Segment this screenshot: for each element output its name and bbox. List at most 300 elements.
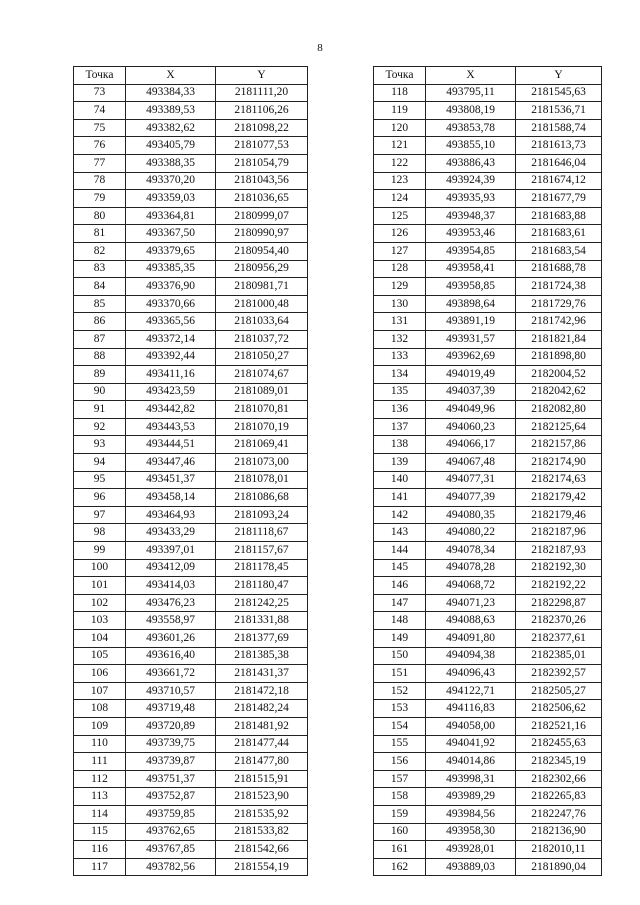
- table-row: [74, 260, 308, 278]
- point-number-cell: 142: [374, 506, 426, 524]
- point-number-cell: 108: [74, 700, 126, 718]
- x-coordinate-cell: 493372,14: [126, 330, 216, 348]
- x-coordinate-cell: 493767,85: [126, 841, 216, 859]
- x-coordinate-cell: 493389,53: [126, 102, 216, 120]
- table-row: [374, 418, 602, 436]
- table-row: [374, 313, 602, 331]
- point-number-cell: 153: [374, 700, 426, 718]
- point-number-cell: 78: [74, 172, 126, 190]
- x-coordinate-cell: 493719,48: [126, 700, 216, 718]
- point-number-cell: 133: [374, 348, 426, 366]
- table-row: [74, 700, 308, 718]
- table-row: [374, 735, 602, 753]
- x-coordinate-cell: 493379,65: [126, 242, 216, 260]
- table-row: [374, 471, 602, 489]
- x-coordinate-cell: 493370,20: [126, 172, 216, 190]
- table-row: [374, 348, 602, 366]
- y-coordinate-cell: 2181890,04: [516, 858, 602, 876]
- x-coordinate-cell: 494116,83: [426, 700, 516, 718]
- y-coordinate-cell: 2182004,52: [516, 366, 602, 384]
- x-coordinate-cell: 494080,35: [426, 506, 516, 524]
- y-coordinate-cell: 2181118,67: [216, 524, 308, 542]
- point-number-cell: 84: [74, 278, 126, 296]
- y-coordinate-cell: 2181898,80: [516, 348, 602, 366]
- point-number-cell: 123: [374, 172, 426, 190]
- point-number-cell: 129: [374, 278, 426, 296]
- point-number-cell: 102: [74, 594, 126, 612]
- point-number-cell: 103: [74, 612, 126, 630]
- point-number-cell: 83: [74, 260, 126, 278]
- table-row: [374, 172, 602, 190]
- x-coordinate-cell: 493458,14: [126, 489, 216, 507]
- point-number-cell: 112: [74, 770, 126, 788]
- point-number-cell: 134: [374, 366, 426, 384]
- point-number-cell: 80: [74, 207, 126, 225]
- table-row: [74, 577, 308, 595]
- y-coordinate-cell: 2181077,53: [216, 137, 308, 155]
- y-coordinate-cell: 2181554,19: [216, 858, 308, 876]
- y-coordinate-cell: 2182174,90: [516, 454, 602, 472]
- point-number-cell: 121: [374, 137, 426, 155]
- x-coordinate-cell: 493720,89: [126, 717, 216, 735]
- y-coordinate-cell: 2181000,48: [216, 295, 308, 313]
- table-row: [74, 278, 308, 296]
- point-number-cell: 135: [374, 383, 426, 401]
- x-coordinate-cell: 493412,09: [126, 559, 216, 577]
- y-coordinate-cell: 2182157,86: [516, 436, 602, 454]
- table-row: [74, 506, 308, 524]
- table-row: [374, 366, 602, 384]
- table-row: [374, 647, 602, 665]
- header-y: Y: [216, 67, 308, 85]
- y-coordinate-cell: 2181106,26: [216, 102, 308, 120]
- point-number-cell: 152: [374, 682, 426, 700]
- table-row: [74, 436, 308, 454]
- point-number-cell: 86: [74, 313, 126, 331]
- y-coordinate-cell: 2180956,29: [216, 260, 308, 278]
- table-row: [374, 577, 602, 595]
- point-number-cell: 81: [74, 225, 126, 243]
- point-number-cell: 109: [74, 717, 126, 735]
- point-number-cell: 158: [374, 788, 426, 806]
- table-row: [74, 401, 308, 419]
- table-row: [74, 295, 308, 313]
- x-coordinate-cell: 493411,16: [126, 366, 216, 384]
- y-coordinate-cell: 2181683,61: [516, 225, 602, 243]
- table-row: [374, 858, 602, 876]
- header-y: Y: [516, 67, 602, 85]
- point-number-cell: 143: [374, 524, 426, 542]
- y-coordinate-cell: 2181037,72: [216, 330, 308, 348]
- x-coordinate-cell: 493958,41: [426, 260, 516, 278]
- x-coordinate-cell: 494041,92: [426, 735, 516, 753]
- table-row: [74, 841, 308, 859]
- x-coordinate-cell: 493365,56: [126, 313, 216, 331]
- y-coordinate-cell: 2182082,80: [516, 401, 602, 419]
- point-number-cell: 88: [74, 348, 126, 366]
- table-row: [374, 190, 602, 208]
- point-number-cell: 125: [374, 207, 426, 225]
- y-coordinate-cell: 2182370,26: [516, 612, 602, 630]
- coordinates-table-right: [373, 66, 602, 876]
- x-coordinate-cell: 493984,56: [426, 805, 516, 823]
- y-coordinate-cell: 2181742,96: [516, 313, 602, 331]
- table-row: [374, 594, 602, 612]
- x-coordinate-cell: 493958,85: [426, 278, 516, 296]
- point-number-cell: 151: [374, 665, 426, 683]
- y-coordinate-cell: 2181482,24: [216, 700, 308, 718]
- y-coordinate-cell: 2181472,18: [216, 682, 308, 700]
- point-number-cell: 95: [74, 471, 126, 489]
- point-number-cell: 131: [374, 313, 426, 331]
- table-row: [74, 313, 308, 331]
- y-coordinate-cell: 2181533,82: [216, 823, 308, 841]
- table-row: [74, 630, 308, 648]
- y-coordinate-cell: 2181098,22: [216, 119, 308, 137]
- table-row: [74, 348, 308, 366]
- x-coordinate-cell: 494122,71: [426, 682, 516, 700]
- y-coordinate-cell: 2181535,92: [216, 805, 308, 823]
- y-coordinate-cell: 2181613,73: [516, 137, 602, 155]
- y-coordinate-cell: 2181073,00: [216, 454, 308, 472]
- table-row: [374, 84, 602, 102]
- header-point: Точка: [374, 67, 426, 85]
- y-coordinate-cell: 2181545,63: [516, 84, 602, 102]
- x-coordinate-cell: 493948,37: [426, 207, 516, 225]
- point-number-cell: 146: [374, 577, 426, 595]
- table-row: [74, 858, 308, 876]
- table-row: [74, 594, 308, 612]
- table-row: [374, 630, 602, 648]
- table-row: [74, 542, 308, 560]
- x-coordinate-cell: 493898,64: [426, 295, 516, 313]
- table-row: [374, 612, 602, 630]
- y-coordinate-cell: 2181377,69: [216, 630, 308, 648]
- table-row: [74, 612, 308, 630]
- table-body-left: [74, 84, 308, 876]
- point-number-cell: 157: [374, 770, 426, 788]
- table-row: [374, 383, 602, 401]
- table-row: [74, 454, 308, 472]
- table-row: [74, 366, 308, 384]
- table-row: [74, 682, 308, 700]
- point-number-cell: 149: [374, 630, 426, 648]
- x-coordinate-cell: 493601,26: [126, 630, 216, 648]
- table-row: [74, 119, 308, 137]
- x-coordinate-cell: 494094,38: [426, 647, 516, 665]
- point-number-cell: 118: [374, 84, 426, 102]
- point-number-cell: 117: [74, 858, 126, 876]
- x-coordinate-cell: 493382,62: [126, 119, 216, 137]
- x-coordinate-cell: 493476,23: [126, 594, 216, 612]
- table-row: [374, 330, 602, 348]
- y-coordinate-cell: 2181157,67: [216, 542, 308, 560]
- table-row: [374, 207, 602, 225]
- y-coordinate-cell: 2181086,68: [216, 489, 308, 507]
- y-coordinate-cell: 2182298,87: [516, 594, 602, 612]
- table-row: [74, 383, 308, 401]
- x-coordinate-cell: 493710,57: [126, 682, 216, 700]
- y-coordinate-cell: 2182187,93: [516, 542, 602, 560]
- x-coordinate-cell: 493739,75: [126, 735, 216, 753]
- x-coordinate-cell: 493954,85: [426, 242, 516, 260]
- y-coordinate-cell: 2182521,16: [516, 717, 602, 735]
- x-coordinate-cell: 493661,72: [126, 665, 216, 683]
- x-coordinate-cell: 493989,29: [426, 788, 516, 806]
- y-coordinate-cell: 2181677,79: [516, 190, 602, 208]
- x-coordinate-cell: 493889,03: [426, 858, 516, 876]
- y-coordinate-cell: 2181523,90: [216, 788, 308, 806]
- y-coordinate-cell: 2181178,45: [216, 559, 308, 577]
- x-coordinate-cell: 493392,44: [126, 348, 216, 366]
- point-number-cell: 155: [374, 735, 426, 753]
- y-coordinate-cell: 2181724,38: [516, 278, 602, 296]
- x-coordinate-cell: 493451,37: [126, 471, 216, 489]
- point-number-cell: 101: [74, 577, 126, 595]
- table-row: [374, 717, 602, 735]
- table-row: [374, 278, 602, 296]
- table-row: [374, 841, 602, 859]
- x-coordinate-cell: 493447,46: [126, 454, 216, 472]
- x-coordinate-cell: 493752,87: [126, 788, 216, 806]
- y-coordinate-cell: 2181588,74: [516, 119, 602, 137]
- x-coordinate-cell: 494071,23: [426, 594, 516, 612]
- y-coordinate-cell: 2181033,64: [216, 313, 308, 331]
- point-number-cell: 104: [74, 630, 126, 648]
- y-coordinate-cell: 2181070,19: [216, 418, 308, 436]
- x-coordinate-cell: 493433,29: [126, 524, 216, 542]
- x-coordinate-cell: 494068,72: [426, 577, 516, 595]
- coordinates-table-left: [73, 66, 308, 876]
- x-coordinate-cell: 494080,22: [426, 524, 516, 542]
- x-coordinate-cell: 493616,40: [126, 647, 216, 665]
- point-number-cell: 161: [374, 841, 426, 859]
- y-coordinate-cell: 2180999,07: [216, 207, 308, 225]
- point-number-cell: 132: [374, 330, 426, 348]
- point-number-cell: 114: [74, 805, 126, 823]
- header-point: Точка: [74, 67, 126, 85]
- table-row: [74, 207, 308, 225]
- x-coordinate-cell: 494078,28: [426, 559, 516, 577]
- point-number-cell: 138: [374, 436, 426, 454]
- y-coordinate-cell: 2181242,25: [216, 594, 308, 612]
- y-coordinate-cell: 2182179,42: [516, 489, 602, 507]
- point-number-cell: 144: [374, 542, 426, 560]
- table-row: [74, 805, 308, 823]
- y-coordinate-cell: 2182125,64: [516, 418, 602, 436]
- point-number-cell: 150: [374, 647, 426, 665]
- point-number-cell: 99: [74, 542, 126, 560]
- y-coordinate-cell: 2181331,88: [216, 612, 308, 630]
- y-coordinate-cell: 2181070,81: [216, 401, 308, 419]
- x-coordinate-cell: 493384,33: [126, 84, 216, 102]
- y-coordinate-cell: 2181477,44: [216, 735, 308, 753]
- point-number-cell: 89: [74, 366, 126, 384]
- table-row: [374, 489, 602, 507]
- point-number-cell: 113: [74, 788, 126, 806]
- point-number-cell: 156: [374, 753, 426, 771]
- x-coordinate-cell: 493376,90: [126, 278, 216, 296]
- x-coordinate-cell: 494049,96: [426, 401, 516, 419]
- y-coordinate-cell: 2182174,63: [516, 471, 602, 489]
- y-coordinate-cell: 2182377,61: [516, 630, 602, 648]
- point-number-cell: 124: [374, 190, 426, 208]
- point-number-cell: 111: [74, 753, 126, 771]
- x-coordinate-cell: 493855,10: [426, 137, 516, 155]
- x-coordinate-cell: 494066,17: [426, 436, 516, 454]
- table-row: [374, 770, 602, 788]
- y-coordinate-cell: 2181074,67: [216, 366, 308, 384]
- x-coordinate-cell: 493808,19: [426, 102, 516, 120]
- table-row: [374, 137, 602, 155]
- x-coordinate-cell: 493891,19: [426, 313, 516, 331]
- x-coordinate-cell: 494096,43: [426, 665, 516, 683]
- table-row: [74, 137, 308, 155]
- point-number-cell: 105: [74, 647, 126, 665]
- point-number-cell: 98: [74, 524, 126, 542]
- table-row: [374, 682, 602, 700]
- x-coordinate-cell: 493751,37: [126, 770, 216, 788]
- table-header-row: [74, 67, 308, 85]
- y-coordinate-cell: 2182302,66: [516, 770, 602, 788]
- y-coordinate-cell: 2181385,38: [216, 647, 308, 665]
- table-row: [374, 260, 602, 278]
- x-coordinate-cell: 493886,43: [426, 154, 516, 172]
- y-coordinate-cell: 2182247,76: [516, 805, 602, 823]
- y-coordinate-cell: 2181646,04: [516, 154, 602, 172]
- y-coordinate-cell: 2182505,27: [516, 682, 602, 700]
- x-coordinate-cell: 493385,35: [126, 260, 216, 278]
- y-coordinate-cell: 2181043,56: [216, 172, 308, 190]
- point-number-cell: 148: [374, 612, 426, 630]
- table-row: [74, 559, 308, 577]
- x-coordinate-cell: 493928,01: [426, 841, 516, 859]
- x-coordinate-cell: 493359,03: [126, 190, 216, 208]
- y-coordinate-cell: 2182455,63: [516, 735, 602, 753]
- table-row: [374, 524, 602, 542]
- point-number-cell: 74: [74, 102, 126, 120]
- table-row: [74, 154, 308, 172]
- table-row: [374, 559, 602, 577]
- table-row: [374, 102, 602, 120]
- table-row: [74, 225, 308, 243]
- x-coordinate-cell: 493423,59: [126, 383, 216, 401]
- table-body-right: [374, 84, 602, 876]
- point-number-cell: 141: [374, 489, 426, 507]
- y-coordinate-cell: 2181821,84: [516, 330, 602, 348]
- x-coordinate-cell: 493962,69: [426, 348, 516, 366]
- point-number-cell: 82: [74, 242, 126, 260]
- point-number-cell: 90: [74, 383, 126, 401]
- table-row: [74, 717, 308, 735]
- x-coordinate-cell: 494078,34: [426, 542, 516, 560]
- y-coordinate-cell: 2182506,62: [516, 700, 602, 718]
- y-coordinate-cell: 2181111,20: [216, 84, 308, 102]
- x-coordinate-cell: 493397,01: [126, 542, 216, 560]
- x-coordinate-cell: 494060,23: [426, 418, 516, 436]
- table-row: [374, 454, 602, 472]
- point-number-cell: 162: [374, 858, 426, 876]
- y-coordinate-cell: 2182136,90: [516, 823, 602, 841]
- table-row: [374, 295, 602, 313]
- y-coordinate-cell: 2181515,91: [216, 770, 308, 788]
- x-coordinate-cell: 493853,78: [426, 119, 516, 137]
- x-coordinate-cell: 493762,65: [126, 823, 216, 841]
- x-coordinate-cell: 494067,48: [426, 454, 516, 472]
- x-coordinate-cell: 493444,51: [126, 436, 216, 454]
- y-coordinate-cell: 2182385,01: [516, 647, 602, 665]
- point-number-cell: 145: [374, 559, 426, 577]
- y-coordinate-cell: 2182187,96: [516, 524, 602, 542]
- table-row: [74, 647, 308, 665]
- point-number-cell: 127: [374, 242, 426, 260]
- x-coordinate-cell: 493464,93: [126, 506, 216, 524]
- x-coordinate-cell: 493935,93: [426, 190, 516, 208]
- y-coordinate-cell: 2181078,01: [216, 471, 308, 489]
- point-number-cell: 159: [374, 805, 426, 823]
- point-number-cell: 76: [74, 137, 126, 155]
- x-coordinate-cell: 493443,53: [126, 418, 216, 436]
- x-coordinate-cell: 494091,80: [426, 630, 516, 648]
- x-coordinate-cell: 493953,46: [426, 225, 516, 243]
- point-number-cell: 140: [374, 471, 426, 489]
- y-coordinate-cell: 2181536,71: [516, 102, 602, 120]
- x-coordinate-cell: 494077,31: [426, 471, 516, 489]
- table-row: [374, 788, 602, 806]
- x-coordinate-cell: 493388,35: [126, 154, 216, 172]
- table-row: [74, 471, 308, 489]
- y-coordinate-cell: 2182192,30: [516, 559, 602, 577]
- table-row: [74, 753, 308, 771]
- point-number-cell: 154: [374, 717, 426, 735]
- point-number-cell: 77: [74, 154, 126, 172]
- point-number-cell: 130: [374, 295, 426, 313]
- point-number-cell: 97: [74, 506, 126, 524]
- y-coordinate-cell: 2181688,78: [516, 260, 602, 278]
- point-number-cell: 79: [74, 190, 126, 208]
- point-number-cell: 93: [74, 436, 126, 454]
- table-row: [374, 154, 602, 172]
- y-coordinate-cell: 2181093,24: [216, 506, 308, 524]
- point-number-cell: 75: [74, 119, 126, 137]
- x-coordinate-cell: 494037,39: [426, 383, 516, 401]
- table-row: [74, 788, 308, 806]
- x-coordinate-cell: 494014,86: [426, 753, 516, 771]
- table-row: [74, 102, 308, 120]
- y-coordinate-cell: 2182192,22: [516, 577, 602, 595]
- point-number-cell: 128: [374, 260, 426, 278]
- y-coordinate-cell: 2181729,76: [516, 295, 602, 313]
- y-coordinate-cell: 2181431,37: [216, 665, 308, 683]
- y-coordinate-cell: 2181054,79: [216, 154, 308, 172]
- table-row: [74, 84, 308, 102]
- table-row: [74, 665, 308, 683]
- point-number-cell: 85: [74, 295, 126, 313]
- point-number-cell: 126: [374, 225, 426, 243]
- point-number-cell: 73: [74, 84, 126, 102]
- point-number-cell: 92: [74, 418, 126, 436]
- y-coordinate-cell: 2181683,54: [516, 242, 602, 260]
- x-coordinate-cell: 493364,81: [126, 207, 216, 225]
- table-row: [74, 524, 308, 542]
- x-coordinate-cell: 493958,30: [426, 823, 516, 841]
- point-number-cell: 96: [74, 489, 126, 507]
- y-coordinate-cell: 2181180,47: [216, 577, 308, 595]
- y-coordinate-cell: 2180990,97: [216, 225, 308, 243]
- table-row: [374, 242, 602, 260]
- point-number-cell: 100: [74, 559, 126, 577]
- table-row: [74, 735, 308, 753]
